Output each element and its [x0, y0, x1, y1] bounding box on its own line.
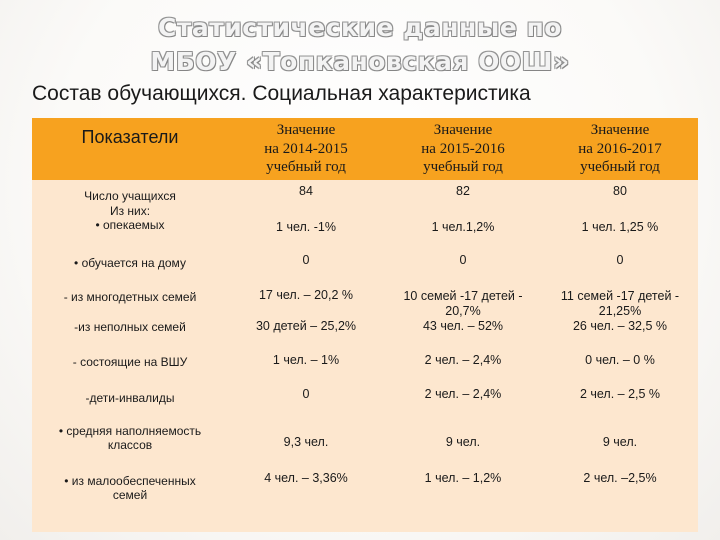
header-year-2015-2016 [384, 118, 542, 180]
class-size-2014-2015: 9,3 чел. [283, 434, 329, 449]
students-label-3: • опекаемых [95, 218, 165, 233]
header-y1-line-2: на 2014-2015 [264, 140, 348, 157]
row-label-large-families: - из многодетных семей [63, 289, 197, 304]
low-income-2015-2016: 1 чел. – 1,2% [424, 470, 502, 485]
header-y2-line-1: Значение [433, 121, 493, 138]
class-size-2016-2017: 9 чел. [602, 434, 638, 449]
slide-subtitle: Состав обучающихся. Социальная характеристика [32, 82, 531, 105]
disabled-2015-2016: 2 чел. – 2,4% [424, 386, 502, 401]
row-label-home-schooling: • обучается на дому [74, 255, 186, 270]
low-income-2014-2015: 4 чел. – 3,36% [264, 470, 348, 485]
header-y2-line-3: учебный год [423, 159, 503, 176]
header-y3-line-2: на 2016-2017 [578, 140, 662, 157]
vshu-2014-2015: 1 чел. – 1% [272, 352, 340, 367]
students-label-2: Из них: [109, 203, 151, 218]
students-2016-2017: 80 [613, 183, 627, 198]
families-2015-2016-line-2: 20,7% [445, 303, 481, 318]
slide-title-line-1: Статистические данные по [158, 13, 562, 42]
row-label-disabled-children: -дети-инвалиды [85, 390, 175, 405]
vshu-2015-2016: 2 чел. – 2,4% [424, 352, 502, 367]
students-2015-2016: 82 [456, 183, 470, 198]
header-y1-line-1: Значение [276, 121, 336, 138]
families-2015-2016 [384, 282, 542, 340]
families-2016-2017-line-3: 26 чел. – 32,5 % [572, 318, 667, 333]
vshu-2016-2017: 0 чел. – 0 % [585, 352, 655, 367]
class-size-label-2: классов [107, 438, 153, 452]
disabled-2014-2015: 0 [302, 386, 310, 401]
families-2016-2017-line-2: 21,25% [598, 303, 642, 318]
header-y1-line-3: учебный год [266, 159, 346, 176]
families-2016-2017 [542, 282, 698, 340]
families-2015-2016-line-3: 43 чел. – 52% [422, 318, 504, 333]
header-y3-line-3: учебный год [580, 159, 660, 176]
families-2015-2016-line-1: 10 семей -17 детей - [403, 288, 523, 303]
class-size-2015-2016: 9 чел. [445, 434, 481, 449]
header-y3-line-1: Значение [590, 121, 650, 138]
slide-title-line-2: МБОУ «Топкановская ООШ» [150, 47, 570, 76]
header-year-2016-2017 [542, 118, 698, 180]
header-y2-line-2: на 2015-2016 [421, 140, 505, 157]
row-label-students [32, 182, 228, 240]
home-2016-2017: 0 [616, 252, 624, 267]
class-size-label-1: • средняя наполняемость [58, 423, 202, 438]
disabled-2016-2017: 2 чел. – 2,5 % [579, 386, 661, 401]
row-label-class-size [32, 420, 228, 456]
incomplete-families-2014-2015: 30 детей – 25,2% [255, 318, 357, 333]
low-income-label-1: • из малообеспеченных [64, 473, 196, 488]
home-2014-2015: 0 [302, 252, 310, 267]
students-2014-2015: 84 [299, 183, 313, 198]
low-income-label-2: семей [112, 488, 148, 502]
large-families-2014-2015: 17 чел. – 20,2 % [258, 287, 353, 302]
guardianship-2016-2017: 1 чел. 1,25 % [581, 219, 659, 234]
guardianship-2015-2016: 1 чел.1,2% [431, 219, 495, 234]
families-2016-2017-line-1: 11 семей -17 детей - [560, 288, 680, 303]
home-2015-2016: 0 [459, 252, 467, 267]
students-label-1: Число учащихся [84, 189, 176, 204]
low-income-2016-2017: 2 чел. –2,5% [583, 470, 657, 485]
statistics-table [32, 118, 698, 532]
row-label-vshu: - состоящие на ВШУ [72, 354, 188, 369]
header-indicator: Показатели [81, 127, 179, 147]
header-year-2014-2015 [228, 118, 384, 180]
guardianship-2014-2015: 1 чел. -1% [276, 219, 336, 234]
row-label-low-income [32, 470, 228, 506]
row-label-incomplete-families: -из неполных семей [74, 319, 186, 334]
